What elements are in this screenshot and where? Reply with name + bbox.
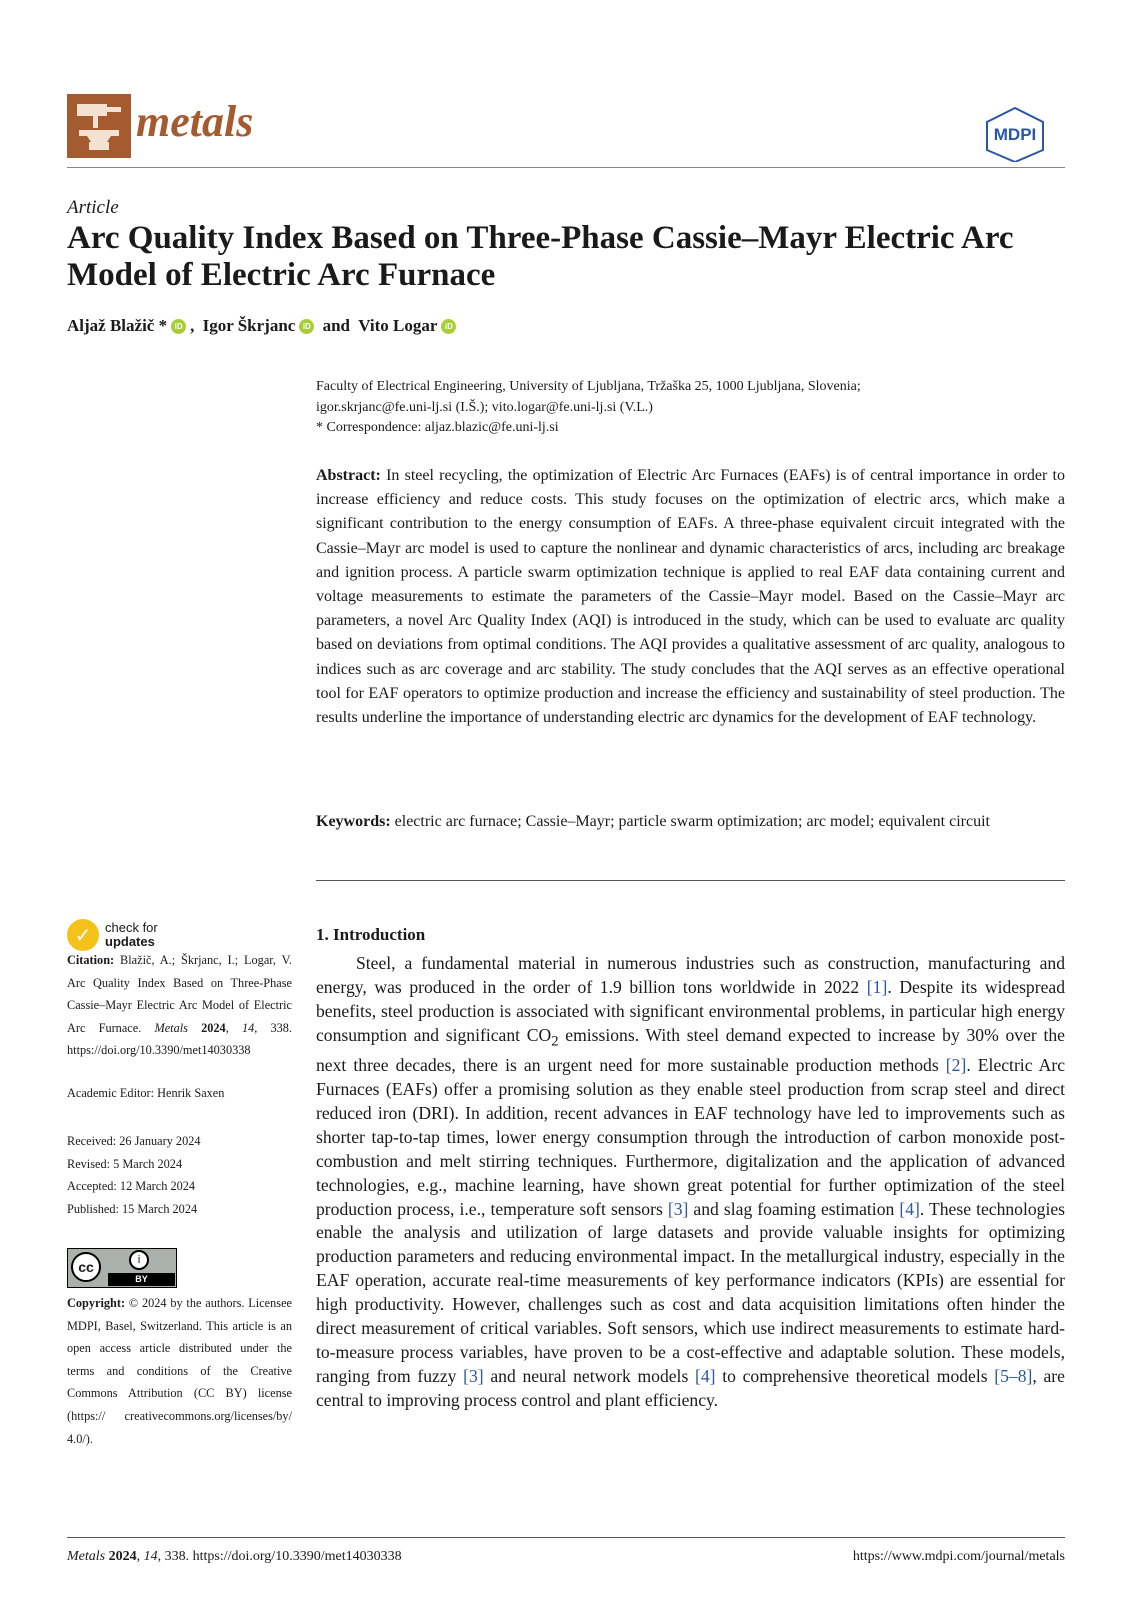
abstract-label: Abstract:	[316, 467, 381, 484]
author-name[interactable]: Aljaž Blažič *	[67, 316, 168, 335]
affiliation	[316, 377, 1056, 439]
keywords	[316, 810, 1065, 834]
author-list	[67, 316, 456, 336]
checkmark-icon: ✓	[67, 919, 99, 951]
footer-year: 2024	[108, 1549, 137, 1564]
intro-text: . Electric Arc Furnaces (EAFs) offer a promising solution as they enable steel production from scrap steel and direct reduced iron (DRI). In addition, recent advances in EAF technology have led to improvements such as shorter tap-to-tap times, lower energy consumption through the introduction of carbon monoxide post-combustion and melt stirring techniques. Furthermore, digitalization and the application of advanced technologies, e.g., machine learning, have shown great potential for further optimization of the steel production process, i.e., temperature soft sensors	[316, 1055, 1066, 1219]
header-rule	[67, 167, 1065, 168]
journal-logo	[67, 94, 131, 158]
intro-text: . These technologies enable the analysis and utilization of large datasets and provide valuable insights for optimizing production parameters and reducing environmental impact. In the metallurgical industry, especially in the EAF operation, accurate real-time measurements of key performance indicators (KPIs) are essential for high productivity. However, challenges such as cost and data acquisition limitations often hinder the direct measurement of critical variables. Soft sensors, which use indirect measurements to estimate hard-to-measure process variables, have proven to be a cost-effective and adaptable solution. These models, ranging from fuzzy	[316, 1198, 1066, 1386]
journal-name: metals	[136, 97, 254, 146]
copyright	[67, 1292, 292, 1450]
footer-volume: 14	[143, 1549, 158, 1564]
orcid-icon[interactable]: iD	[441, 319, 456, 334]
author-separator: and	[318, 316, 355, 335]
citation-year: 2024	[201, 1020, 226, 1035]
author-name[interactable]: Igor Škrjanc	[202, 316, 296, 335]
citation-journal: Metals	[154, 1020, 188, 1035]
keywords-label: Keywords:	[316, 813, 391, 830]
reference-link[interactable]: [3]	[463, 1365, 484, 1386]
reference-link[interactable]: [2]	[945, 1055, 967, 1076]
intro-text: . Despite its widespread benefits, steel production is associated with significant environmental problems, in particular high energy consumption and significant CO	[316, 976, 1065, 1045]
citation-volume: 14	[241, 1020, 255, 1035]
check-for-updates-button[interactable]	[67, 919, 158, 951]
intro-text: emissions. With steel demand expected to increase by 30% over the next three decades, there is an urgent need for more sustainable production methods	[316, 1024, 1065, 1076]
abstract	[316, 464, 1065, 730]
published-date: Published: 15 March 2024	[67, 1201, 198, 1216]
section-divider	[316, 880, 1065, 881]
article-type: Article	[67, 197, 119, 218]
accepted-date: Accepted: 12 March 2024	[67, 1179, 196, 1194]
citation-doi[interactable]: , 338. https://doi.org/10.3390/met14030338	[67, 1020, 292, 1058]
citation: Citation: Blažič, A.; Škrjanc, I.; Logar, V. Arc Quality Index Based on Three-Phase Cassie–Mayr Electric Arc Model of Electric Arc Furnace. Metals 2024, 14, 338. https://doi.org/10.3390/met14030338	[67, 953, 293, 1058]
intro-paragraph	[316, 952, 1065, 1413]
check-line2: updates	[105, 934, 155, 949]
footer-rule	[67, 1537, 1065, 1538]
person-icon: i	[129, 1250, 149, 1270]
citation-text: Blažič, A.; Škrjanc, I.; Logar, V. Arc Quality Index Based on Three-Phase Cassie–Mayr Electric Arc Model of Electric Arc Furnace.	[67, 953, 293, 1035]
copyright-label: Copyright:	[67, 1296, 126, 1310]
reference-link[interactable]: [3]	[667, 1198, 689, 1219]
correspondence[interactable]: * Correspondence: aljaz.blazic@fe.uni-lj.si	[316, 420, 559, 435]
publisher-logo	[983, 106, 1047, 162]
intro-text: to comprehensive theoretical models	[715, 1365, 995, 1386]
check-line1: check for	[105, 920, 158, 935]
publisher-name: MDPI	[993, 125, 1037, 144]
citation-label: Citation:	[67, 953, 115, 967]
intro-text: , are central to improving process control and plant efficiency.	[316, 1365, 1065, 1410]
intro-text: and slag foaming estimation	[688, 1198, 900, 1219]
subscript: 2	[551, 1033, 559, 1050]
abstract-text: In steel recycling, the optimization of Electric Arc Furnaces (EAFs) is of central importance in order to increase efficiency and reduce costs. This study focuses on the optimization of electric arcs, which make a significant contribution to the energy consumption of EAFs. A three-phase equivalent circuit integrated with the Cassie–Mayr arc model is used to capture the nonlinear and dynamic characteristics of arcs, including arc breakage and ignition process. A particle swarm optimization technique is applied to real EAF data containing current and voltage measurements to estimate the parameters of the Cassie–Mayr model. Based on the Cassie–Mayr arc parameters, a novel Arc Quality Index (AQI) is introduced in the study, which can be used to evaluate arc quality based on deviations from optimal conditions. The AQI provides a qualitative assessment of arc quality, analogous to indices such as arc coverage and arc stability. The study concludes that the AQI serves as an effective operational tool for EAF operators to optimize production and increase the efficiency and sustainability of steel production. The results underline the importance of understanding electric arc dynamics for the development of EAF technology.	[316, 467, 1065, 727]
reference-link[interactable]: [4]	[899, 1198, 920, 1219]
author-separator: ,	[190, 316, 199, 335]
affiliation-emails[interactable]: igor.skrjanc@fe.uni-lj.si (I.Š.); vito.logar@fe.uni-lj.si (V.L.)	[316, 399, 653, 415]
article-title: Arc Quality Index Based on Three-Phase Cassie–Mayr Electric Arc Model of Electric Arc Furnace	[67, 220, 1014, 293]
footer-citation: Metals 2024, 14, 338. https://doi.org/10.3390/met14030338	[67, 1549, 402, 1564]
intro-text: Steel, a fundamental material in numerous industries such as construction, manufacturing and energy, was produced in the order of 1.9 billion tons worldwide in 2022	[316, 953, 1065, 997]
reference-link[interactable]: [5–8]	[994, 1365, 1033, 1386]
orcid-icon[interactable]: iD	[299, 319, 314, 334]
copyright-text: © 2024 by the authors. Licensee MDPI, Basel, Switzerland. This article is an open access article distributed under the terms and conditions of the Creative Commons Attribution (CC BY) license (https:// creativecommons.org/licenses/by/ 4.0/).	[67, 1296, 292, 1446]
reference-link[interactable]: [1]	[866, 976, 888, 997]
revised-date: Revised: 5 March 2024	[67, 1156, 183, 1171]
anvil-icon	[67, 94, 131, 158]
reference-link[interactable]: [4]	[695, 1365, 716, 1386]
intro-text: and neural network models	[483, 1365, 695, 1386]
keywords-text: electric arc furnace; Cassie–Mayr; particle swarm optimization; arc model; equivalent circuit	[394, 813, 990, 830]
footer-journal: Metals	[67, 1549, 106, 1564]
affiliation-line: Faculty of Electrical Engineering, University of Ljubljana, Tržaška 25, 1000 Ljubljana, Slovenia;	[316, 379, 861, 394]
section-heading: 1. Introduction	[316, 925, 426, 944]
cc-icon: cc	[71, 1252, 101, 1282]
author-name[interactable]: Vito Logar	[358, 316, 438, 335]
by-label: BY	[108, 1273, 175, 1286]
dates	[67, 1130, 292, 1220]
footer-url[interactable]: https://www.mdpi.com/journal/metals	[852, 1549, 1065, 1564]
orcid-icon[interactable]: iD	[171, 319, 186, 334]
received-date: Received: 26 January 2024	[67, 1134, 201, 1148]
footer-doi[interactable]: , 338. https://doi.org/10.3390/met14030338	[157, 1549, 402, 1564]
academic-editor: Academic Editor: Henrik Saxen	[67, 1086, 225, 1100]
